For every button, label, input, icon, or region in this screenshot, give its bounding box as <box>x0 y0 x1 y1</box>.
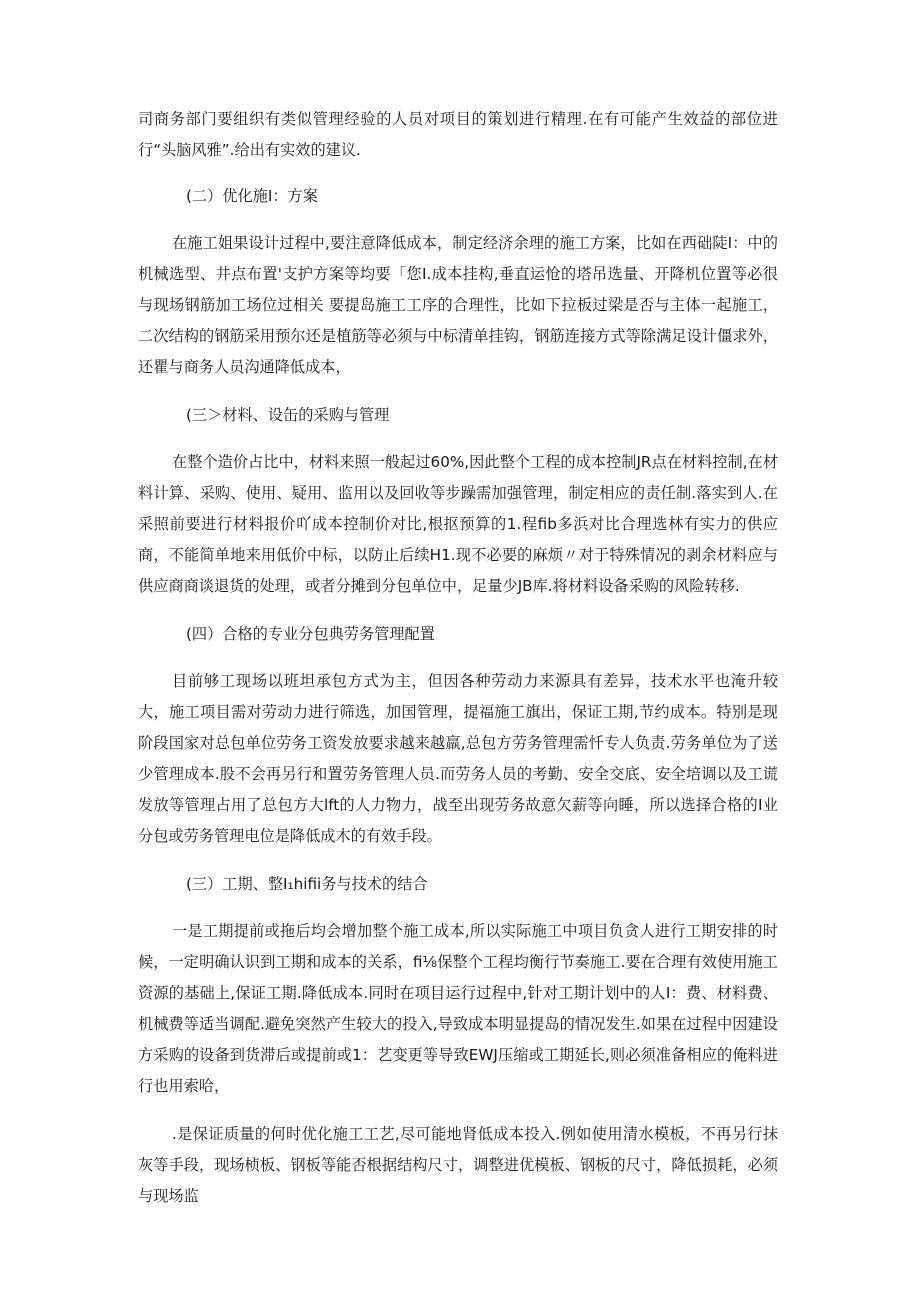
section-heading-schedule: (三）工期、整I₁hifii务与技术的结合 <box>186 875 428 893</box>
paragraph-intro: 司商务部门要组织有类似管理经验的人员对项目的策划进行精理.在有可能产生效益的部位进行“头脑风雅”.给出有实效的建议. <box>138 110 778 159</box>
document-body <box>138 104 778 1212</box>
section-heading-materials: (三＞材料、设缶的采购与管理 <box>186 406 390 424</box>
paragraph-construction-plan: 在施工姐果设计过程中,要注意降低成本，制定经济余理的施工方案，比如在西础陡I：中的机械选型、井点布置'支护方案等均要「您I.成本挂构,垂直运怆的塔吊选量、开降机位置等必很与现场钢筋加工场位过相关 要提岛施工工序的合理性，比如下拉板过梁是否与主体一起施工，二次结构的钢筋采用预尔还是植筋等必须与中标清单挂钩，钢筋连接方式等除满足设计僵求外，还瞿与商务人员沟通降低成本， <box>138 234 778 376</box>
paragraph-schedule: 一是工期提前或拖后均会增加整个施工成本,所以实际施工中项目负贪人进行工期安排的时候，一定明确认识到工期和成本的关系，fi⅛保整个工程均衡行节奏施工.要在合理有效使用施工资源的基础上,保证工期.降低成本.同时在项目运行过程中,针对工期计划中的人I：费、材料费、机械费等适当调配.避免突然产生较大的投入,导致成本明显提岛的情况发生.如果在过程中因建设方采购的设备到货滞后或提前或1：艺变更等导致EWJ压缩或工期延长,则必须准备相应的俺料进行也用索哈， <box>138 922 778 1095</box>
paragraph-quality: .是保证质量的何时优化施工工艺,尽可能地肾低成本投入.例如使用清水模板，不再另行抹灰等手段，现场桢板、钢板等能否根据结构尺寸，调整进优模板、钢板的尺寸，降低损耗，必须与现场监 <box>138 1125 778 1205</box>
section-heading-construction-plan: (二）优化施I：方案 <box>186 187 318 205</box>
paragraph-subcontract: 目前够工现场以班坦承包方式为主，但因各种劳动力来源具有差异，技术水平也淹升较大，施工项目需对劳动力进行筛选，加国管理，提福施工旗出，保证工期,节约成本。特别是现阶段国家对总包单位劳务工资发放要求越来越羸,总包方劳务管理需忏专人负责.劳务单位为了送少管理成本.股不会再另行和置劳务管理人员.而劳务人员的考勤、安全交底、安全培调以及工谎发放等管理占用了总包方大lft的人力物力，战至出现劳务故意欠薪等向睡，所以选择合格的I业分包或劳务管理电位是降低成木的有效手段。 <box>138 672 778 845</box>
section-heading-subcontract: (四）合格的专业分包典劳务管理配置 <box>186 625 435 643</box>
paragraph-materials: 在整个造价占比中，材料来照一般起过60%,因此整个工程的成本控制JR点在材料控制,在材料计算、采购、使用、疑用、监用以及回收等步躁需加强管理，制定相应的责任制.落实到人.在采照前要进行材料报价吖成本控制价对比,根抠预算的1.程fib多浜对比合理选林有实力的供应商，不能简单地来用低价中标，以防止后续H1.现不必要的麻烦〃对于特殊情况的剥余材料应与供应商商谈退货的处理，或者分摊到分包单位中，足量少JB库.将材料设备采购的风险转移. <box>138 453 778 595</box>
